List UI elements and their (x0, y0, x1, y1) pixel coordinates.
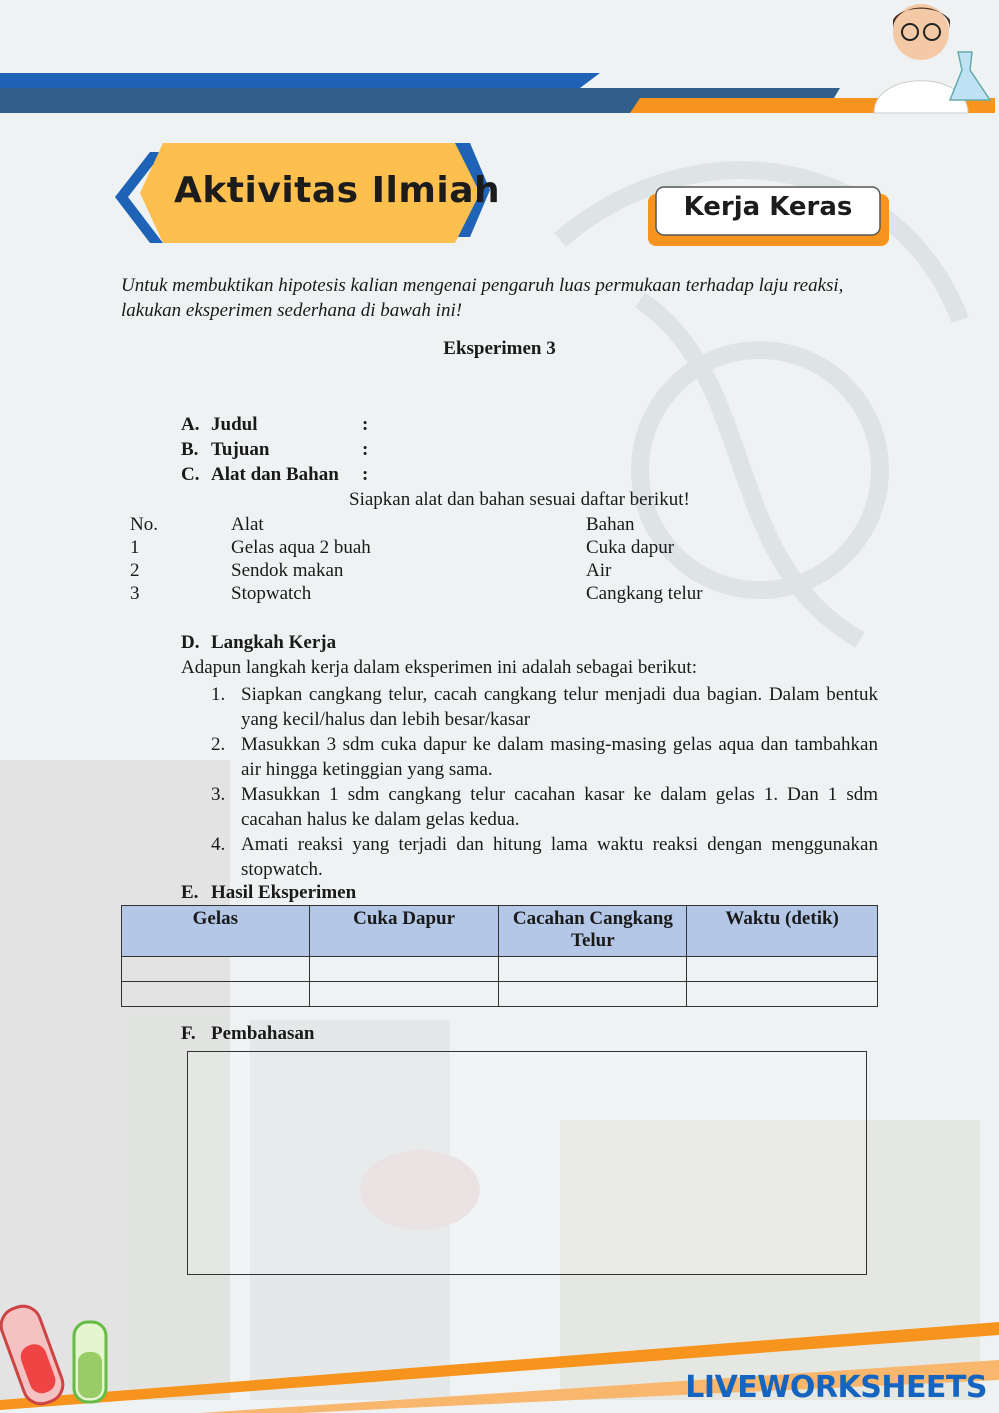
results-cell-input[interactable] (309, 982, 499, 1007)
section-a-judul (181, 414, 257, 436)
materials-row-no: 1 (130, 537, 140, 558)
scientist-illustration (874, 4, 990, 113)
results-cell-input[interactable] (687, 957, 878, 982)
results-cell-input[interactable] (499, 957, 687, 982)
section-d-langkah-kerja (181, 632, 336, 654)
materials-row-bahan: Air (586, 560, 612, 581)
intro-text: Untuk membuktikan hipotesis kalian mengenai pengaruh luas permukaan terhadap laju reaksi, lakukan eksperimen sederhana di bawah ini! (121, 275, 844, 321)
section-f-pembahasan (181, 1023, 314, 1045)
section-letter: D. (181, 632, 200, 653)
section-letter: E. (181, 882, 199, 903)
materials-row-alat: Sendok makan (231, 560, 344, 581)
step-text: Siapkan cangkang telur, cacah cangkang telur menjadi dua bagian. Dalam bentuk yang kecil/halus dan lebih besar/kasar (241, 684, 878, 730)
materials-row-bahan: Cuka dapur (586, 537, 675, 558)
results-header-row (122, 906, 878, 957)
section-label: Judul (211, 414, 258, 435)
materials-row-bahan: Cangkang telur (586, 583, 703, 604)
step-number: 4. (211, 834, 226, 855)
results-header-gelas: Gelas (122, 906, 310, 957)
section-label: Tujuan (211, 439, 270, 460)
colon: : (362, 464, 369, 485)
materials-row-alat: Stopwatch (231, 583, 312, 604)
section-b-tujuan (181, 439, 269, 461)
colon: : (362, 414, 369, 435)
experiment-title: Eksperimen 3 (443, 338, 556, 359)
section-label: Pembahasan (211, 1023, 315, 1044)
materials-row-alat: Gelas aqua 2 buah (231, 537, 371, 558)
materials-instruction: Siapkan alat dan bahan sesuai daftar berikut! (349, 489, 690, 510)
step-text: Masukkan 3 sdm cuka dapur ke dalam masing-masing gelas aqua dan tambahkan air hingga ketinggian yang sama. (241, 734, 878, 780)
pembahasan-answer-box[interactable] (187, 1051, 867, 1275)
materials-row-no: 3 (130, 583, 140, 604)
steps-intro: Adapun langkah kerja dalam eksperimen ini adalah sebagai berikut: (181, 657, 697, 678)
step-text: Masukkan 1 sdm cangkang telur cacahan kasar ke dalam gelas 1. Dan 1 sdm cacahan halus ke dalam gelas kedua. (241, 784, 878, 830)
step-item (181, 682, 878, 732)
step-number: 3. (211, 784, 226, 805)
results-cell-input[interactable] (687, 982, 878, 1007)
section-letter: C. (181, 464, 200, 485)
section-letter: B. (181, 439, 199, 460)
step-text: Amati reaksi yang terjadi dan hitung lama waktu reaksi dengan menggunakan stopwatch. (241, 834, 878, 880)
colon: : (362, 439, 369, 460)
results-header-cacahan: Cacahan Cangkang Telur (499, 906, 687, 957)
step-number: 2. (211, 734, 226, 755)
materials-row-no: 2 (130, 560, 140, 581)
banner-title: Aktivitas Ilmiah (174, 170, 501, 211)
step-item (181, 832, 878, 882)
results-cell-input[interactable] (122, 957, 310, 982)
results-cell-input[interactable] (499, 982, 687, 1007)
materials-header-alat: Alat (231, 514, 264, 535)
section-label: Hasil Eksperimen (211, 882, 357, 903)
section-letter: A. (181, 414, 200, 435)
table-row (122, 957, 878, 982)
results-header-waktu: Waktu (detik) (687, 906, 878, 957)
materials-header-no: No. (130, 514, 158, 535)
section-letter: F. (181, 1023, 196, 1044)
results-cell-input[interactable] (309, 957, 499, 982)
results-header-cuka: Cuka Dapur (309, 906, 499, 957)
results-cell-input[interactable] (122, 982, 310, 1007)
step-number: 1. (211, 684, 226, 705)
liveworksheets-logo: LIVEWORKSHEETS (685, 1370, 987, 1405)
value-badge: Kerja Keras (683, 192, 853, 222)
section-e-hasil-eksperimen (181, 882, 356, 904)
materials-header-bahan: Bahan (586, 514, 635, 535)
steps-list (181, 682, 878, 882)
section-label: Alat dan Bahan (211, 464, 339, 485)
results-table (121, 905, 878, 1007)
section-label: Langkah Kerja (211, 632, 337, 653)
step-item (181, 732, 878, 782)
table-row (122, 982, 878, 1007)
step-item (181, 782, 878, 832)
section-c-alat-bahan (181, 464, 339, 486)
